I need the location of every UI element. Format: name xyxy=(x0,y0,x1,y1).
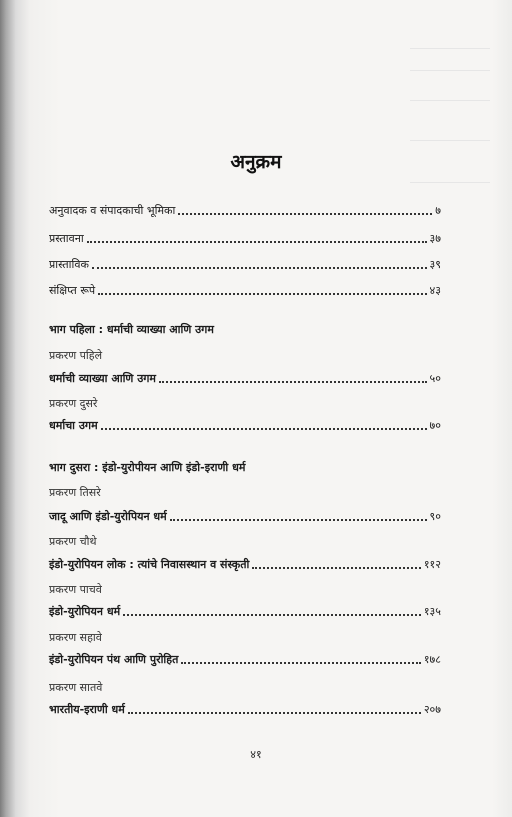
toc-page-number: ११२ xyxy=(423,558,441,571)
chapter-label: प्रकरण चौथे xyxy=(49,535,97,548)
bleed-through-line xyxy=(410,100,490,101)
toc-entry-label: प्रास्ताविक xyxy=(49,258,89,271)
toc-page-number: ३७ xyxy=(429,232,441,245)
bleed-through-line xyxy=(410,70,490,71)
toc-entry xyxy=(49,230,441,246)
part-heading: भाग दुसरा : इंडो-युरोपीयन आणि इंडो-इराणी धर्म xyxy=(49,461,246,474)
toc-entry xyxy=(49,370,441,386)
part-heading: भाग पहिला : धर्माची व्याख्या आणि उगम xyxy=(49,323,214,336)
toc-entry-label: प्रस्तावना xyxy=(49,232,84,245)
dot-leader xyxy=(159,381,427,383)
chapter-label: प्रकरण पहिले xyxy=(49,349,103,362)
toc-entry-label: अनुवादक व संपादकाची भूमिका xyxy=(49,204,176,217)
chapter-label: प्रकरण सहावे xyxy=(49,631,102,644)
toc-page-number: ५० xyxy=(429,372,441,385)
dot-leader xyxy=(87,241,427,243)
chapter-title: इंडो-युरोपियन पंथ आणि पुरोहित xyxy=(49,653,179,666)
toc-entry xyxy=(49,651,441,667)
toc-entry xyxy=(49,256,441,272)
toc-entry xyxy=(49,282,441,298)
toc-page-number: ४३ xyxy=(429,284,441,297)
dot-leader xyxy=(101,428,427,430)
toc-page-number: ९० xyxy=(429,510,441,523)
chapter-label: प्रकरण तिसरे xyxy=(49,486,101,499)
dot-leader xyxy=(170,519,427,521)
chapter-title: धर्माची व्याख्या आणि उगम xyxy=(49,372,157,385)
dot-leader xyxy=(181,662,420,664)
toc-entry xyxy=(49,556,441,572)
chapter-label: प्रकरण दुसरे xyxy=(49,397,98,410)
toc-page-number: १७८ xyxy=(423,653,441,666)
chapter-title: धर्माचा उगम xyxy=(49,419,98,432)
bleed-through-line xyxy=(410,48,490,49)
toc-page-number: ३९ xyxy=(429,258,441,271)
chapter-title: जादू आणि इंडो-युरोपियन धर्म xyxy=(49,510,167,523)
chapter-title: इंडो-युरोपियन धर्म xyxy=(49,605,121,618)
toc-page-number: १३५ xyxy=(423,605,441,618)
chapter-label: प्रकरण सातवे xyxy=(49,681,103,694)
dot-leader xyxy=(98,293,426,295)
dot-leader xyxy=(128,712,421,714)
toc-entry xyxy=(49,508,441,524)
toc-entry xyxy=(49,202,441,218)
toc-entry xyxy=(49,603,441,619)
chapter-title: भारतीय-इराणी धर्म xyxy=(49,703,125,716)
toc-entry-label: संक्षिप्त रूपे xyxy=(49,284,96,297)
page-number: ४१ xyxy=(250,748,262,761)
toc-page-number: २०७ xyxy=(423,703,441,716)
dot-leader xyxy=(92,267,427,269)
toc-entry xyxy=(49,701,441,717)
chapter-title: इंडो-युरोपियन लोक : त्यांचे निवासस्थान व संस्कृती xyxy=(49,558,250,571)
dot-leader xyxy=(123,614,421,616)
dot-leader xyxy=(252,567,420,569)
bleed-through-line xyxy=(410,182,490,183)
toc-page-number: ७ xyxy=(435,204,441,217)
dot-leader xyxy=(178,213,432,215)
bleed-through-line xyxy=(410,140,490,141)
toc-page-number: ७० xyxy=(429,419,441,432)
page-title: अनुक्रम xyxy=(230,151,282,173)
toc-entry xyxy=(49,417,441,433)
chapter-label: प्रकरण पाचवे xyxy=(49,583,102,596)
